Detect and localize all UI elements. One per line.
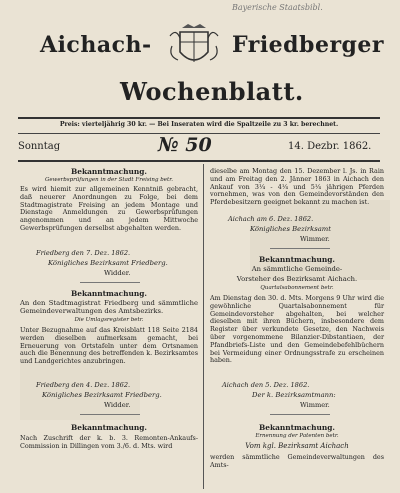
left-notice1-title: Bekanntmachung.: [71, 167, 147, 176]
right-notice3-body: werden sämmtliche Gemeindeverwaltungen des Amts-: [210, 453, 384, 469]
left-notice3-title: Bekanntmachung.: [71, 423, 147, 432]
right-notice2-title: Bekanntmachung.: [259, 255, 335, 264]
left-notice2-office: Königliches Bezirksamt Friedberg.: [42, 391, 162, 399]
right-notice2-addressees-line1: An sämmtliche Gemeinde-: [251, 265, 343, 273]
right-notice3-title: Bekanntmachung.: [259, 423, 335, 432]
left-notice2-title: Bekanntmachung.: [71, 289, 147, 298]
right-notice1-body: dieselbe am Montag den 15. Dezember l. Js. in Rain und am Freitag den 2. Jänner 1863 in Aichach den Ankauf von 3¼ - 4¼ und 5¼ jährigen Pferden vornehmen, was von den Gemeindevorständen den Pferdebesitzern geeignet bekannt zu machen ist.: [210, 167, 384, 207]
right-notice2-office: Der k. Bezirksamtmann:: [252, 391, 336, 399]
issue-date: 14. Dezbr. 1862.: [288, 141, 372, 152]
left-notice1-date: Friedberg den 7. Dez. 1862.: [36, 249, 131, 257]
issue-number: № 50: [158, 134, 212, 156]
masthead-left: Aichach-: [40, 32, 152, 58]
left-notice2-signature: Widder.: [104, 401, 131, 409]
left-notice1-body: Es wird hiemit zur allgemeinen Kenntniß gebracht, daß neuerer Anordnungen zu Folge, bei dem Stadtmagistrate Freising an jedem Montage und Dienstage Anmeldungen zu Gewerbsprüfungen angenommen und an jedem Mittwoche Gewerbsprüfungen derselbst abgehalten werden.: [20, 185, 198, 232]
right-notice1-date: Aichach am 6. Dez. 1862.: [228, 215, 314, 223]
right-notice1-signature: Wimmer.: [300, 235, 330, 243]
right-notice2-subject: Quartalsabonnement betr.: [260, 285, 334, 291]
newspaper-title: Wochenblatt.: [120, 77, 304, 106]
masthead-right: Friedberger: [232, 32, 385, 58]
handwritten-library-note: Bayerische Staatsbibl.: [232, 3, 323, 12]
left-notice3-body: Nach Zuschrift der k. b. 3. Remonten-Ankaufs-Commission in Dillingen vom 3./6. d. Mts. wird: [20, 434, 198, 450]
price-line: Preis: vierteljährig 30 kr. — Bei Inseraten wird die Spaltzeile zu 3 kr. berechnet.: [59, 121, 339, 128]
left-notice2-date: Friedberg den 4. Dez. 1862.: [36, 381, 131, 389]
left-notice2-body: Unter Bezugnahme auf das Kreisblatt 118 Seite 2184 werden dieselben aufmerksam gemacht, bei Erneuerung von Ortstafeln unter dem Ortsnamen auch die Benennung des betreffenden k. Bezirksamtes und Landgerichtes anzubringen.: [20, 326, 198, 366]
right-notice1-office: Königliches Bezirksamt: [250, 225, 331, 233]
left-notice1-subject: Gewerbsprüfungen in der Stadt Freising betr.: [44, 177, 173, 183]
right-notice2-body: Am Dienstag den 30. d. Mts. Morgens 9 Uhr wird die gewöhnliche Quartalsabonnement für Gemeindevorsteher abgehalten, bei welcher dieselben mit ihren Büchern, insbesondere dem Register über verkundete Gesetze, den Nachweis über vorgenommene Bilanzier-Dibstantiaen, der Pfandbriefs-Liste und den Gemeindebefehlbüchern bei Vermeidung einer Ordnungsstrafe zu erscheinen haben.: [210, 294, 384, 365]
right-notice3-subject: Ernennung der Patenten betr.: [255, 433, 339, 439]
right-notice2-addressees-line2: Vorsteher des Bezirksamt Aichach.: [236, 275, 358, 283]
right-notice3-office: Vom kgl. Bezirksamt Aichach: [245, 442, 349, 450]
left-notice1-signature: Widder.: [104, 269, 131, 277]
left-notice2-subject: Die Umlagsregister betr.: [74, 317, 144, 323]
issue-day: Sonntag: [18, 141, 61, 152]
coat-of-arms-emblem: [166, 22, 222, 70]
left-notice2-addressees: An den Stadtmagistrat Friedberg und sämmtliche Gemeindeverwaltungen des Amtsbezirks.: [20, 299, 198, 315]
right-notice2-date: Aichach den 5. Dez. 1862.: [222, 381, 310, 389]
left-notice1-office: Königliches Bezirksamt Friedberg.: [48, 259, 168, 267]
right-notice2-signature: Wimmer.: [300, 401, 330, 409]
